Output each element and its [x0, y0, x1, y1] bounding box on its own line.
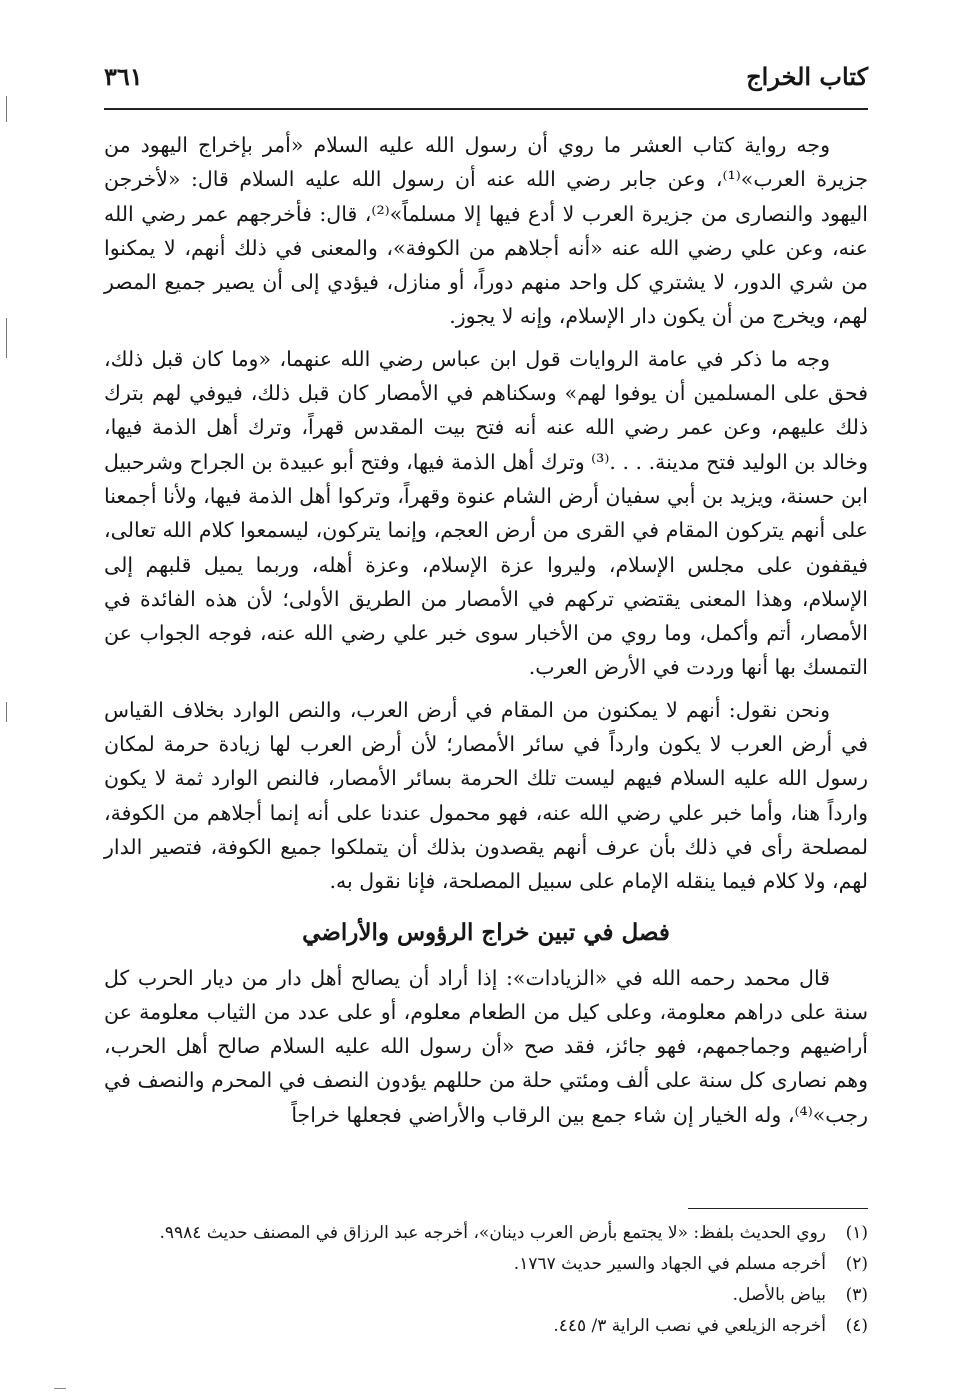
paragraph: وجه رواية كتاب العشر ما روي أن رسول الله عليه السلام «أمر بإخراج اليهود من جزيرة العرب»⁽¹⁾، وعن جابر رضي الله عنه أن رسول الله عليه السلام قال: «لأخرجن اليهود والنصارى من جزيرة العرب لا أدع فيها إلا مسلماً»⁽²⁾، قال: فأخرجهم عمر رضي الله عنه، وعن علي رضي الله عنه «أنه أجلاهم من الكوفة»، والمعنى في ذلك أنهم، لا يمكنوا من شري الدور، لا يشتري كل واحد منهم دوراً، أو منازل، فيؤدي إلى أن يصير جميع المصر لهم، ويخرج من أن يكون دار الإسلام، وإنه لا يجوز.: [104, 133, 869, 329]
footnote-text: روي الحديث بلفظ: «لا يجتمع بأرض العرب دينان»، أخرجه عبد الرزاق في المصنف حديث ٩٩٨٤.: [159, 1223, 826, 1243]
scan-margin-mark: [6, 96, 7, 122]
footnote-text: بياض بالأصل.: [732, 1285, 826, 1305]
main-text: [104, 128, 868, 1140]
footnote-mark: (٣): [845, 1285, 868, 1305]
footnote-text: أخرجه الزيلعي في نصب الراية ٣/ ٤٤٥.: [553, 1316, 826, 1336]
footnote: [104, 1249, 868, 1280]
section-heading: فصل في تبين خراج الرؤوس والأراضي: [302, 918, 670, 946]
footnote: [104, 1280, 868, 1311]
running-header: [104, 58, 868, 108]
footnotes: [104, 1218, 868, 1342]
book-title: كتاب الخراج: [746, 62, 868, 91]
page-number: ٣٦١: [104, 62, 143, 91]
footnote: [104, 1218, 868, 1249]
scan-margin-mark: [6, 318, 7, 358]
scan-margin-mark: [6, 702, 7, 722]
paragraph: ونحن نقول: أنهم لا يمكنون من المقام في أرض العرب، والنص الوارد بخلاف القياس في أرض العرب لا يكون وارداً في سائر الأمصار؛ لأن أرض العرب لها زيادة حرمة لمكان رسول الله عليه السلام فيهم ليست تلك الحرمة بسائر الأمصار، فالنص الوارد ثمة لا يكون وارداً هنا، وأما خبر علي رضي الله عنه، فهو محمول عندنا على أنه إنما أجلاهم من الكوفة، لمصلحة رأى في ذلك بأن عرف أنهم يقصدون بذلك أن يتملكوا جميع الكوفة، فتصير الدار لهم، ولا كلام فيما ينقله الإمام على سبيل المصلحة، فإنا نقول به.: [104, 697, 868, 894]
scan-corner-mark: [54, 1388, 66, 1389]
footnote-mark: (١): [845, 1223, 868, 1243]
footnote-rule: [688, 1208, 868, 1209]
header-rule: [104, 108, 868, 110]
footnote-mark: (٢): [845, 1254, 868, 1274]
footnote: [104, 1311, 868, 1342]
paragraph: قال محمد رحمه الله في «الزيادات»: إذا أراد أن يصالح أهل دار من ديار الحرب كل سنة على دراهم معلومة، وعلى كيل من الطعام معلوم، أو على عدد من الثياب معلومة عن أراضيهم وجماجمهم، فهو جائز، فقد صح «أن رسول الله عليه السلام صالح أهل الحرب، وهم نصارى كل سنة على ألف ومئتي حلة من حللهم يؤدون النصف في المحرم والنصف في رجب»⁽⁴⁾، وله الخيار إن شاء جمع بين الرقاب والأراضي فجعلها خراجاً: [104, 965, 868, 1127]
footnote-text: أخرجه مسلم في الجهاد والسير حديث ١٧٦٧.: [513, 1254, 826, 1274]
footnote-mark: (٤): [845, 1316, 868, 1336]
paragraph: وجه ما ذكر في عامة الروايات قول ابن عباس رضي الله عنهما، «وما كان قبل ذلك، فحق على المسلمين أن يوفوا لهم» وسكناهم في الأمصار كان قبل ذلك، فيوفي لهم بترك ذلك عليهم، وعن عمر رضي الله عنه أنه فتح بيت المقدس قهراً، وترك أهل الذمة فيها، وخالد بن الوليد فتح مدينة. . . .⁽³⁾ وترك أهل الذمة فيها، وفتح أبو عبيدة بن الجراح وشرحبيل ابن حسنة، ويزيد بن أبي سفيان أرض الشام عنوة وقهراً، وتركوا أهل الذمة فيها، ولأنا أجمعنا على أنهم يتركون المقام في القرى من أرض العجم، وإنما يتركون، ليسمعوا كلام الله تعالى، فيقفون على مجلس الإسلام، وليروا عزة الإسلام، وعزة أهله، وربما يميل قلبهم إلى الإسلام، وهذا المعنى يقتضي تركهم في الأمصار من الطريق الأولى؛ لأن هذه الفائدة في الأمصار، أتم وأكمل، وما روي من الأخبار سوى خبر علي رضي الله عنه، فوجه الجواب عن التمسك بها أنها وردت في الأرض العرب.: [104, 346, 868, 680]
